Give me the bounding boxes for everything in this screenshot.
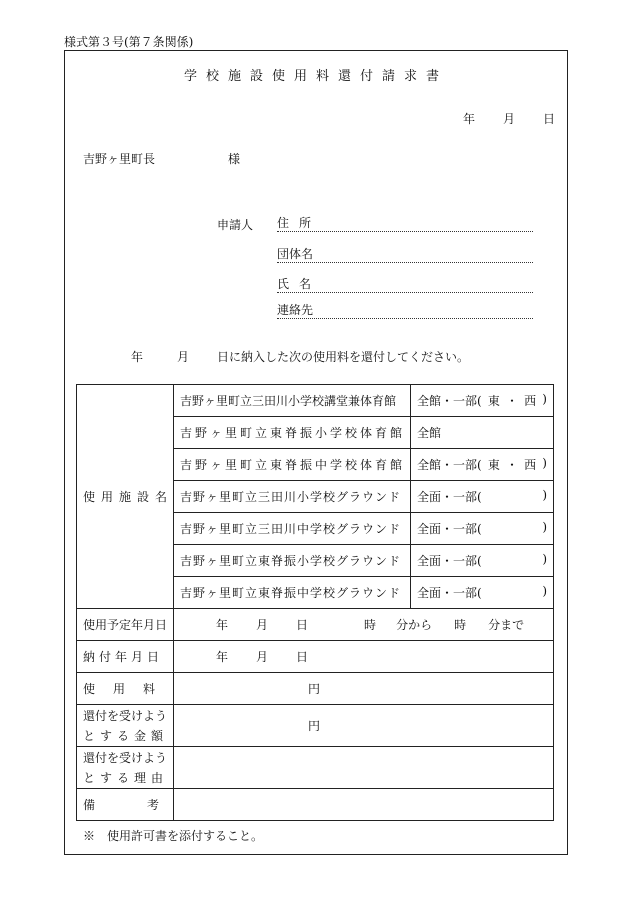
- option-close: ): [542, 488, 547, 502]
- contact-label: 連絡先: [277, 303, 314, 317]
- remarks-label: 備考: [83, 798, 212, 812]
- remarks-label-cell: [77, 789, 212, 821]
- payment-label: 納付年月日: [83, 650, 164, 664]
- schedule-hour2: 時: [454, 618, 467, 632]
- option-dot: ・: [505, 394, 518, 408]
- facility-row: [77, 385, 554, 417]
- refund-amount-label-line1: 還付を受けよう: [83, 708, 168, 723]
- facility-option: 全面・一部(: [417, 490, 482, 504]
- schedule-to: 分まで: [488, 618, 525, 632]
- fee-unit: 円: [308, 682, 321, 696]
- option-west: 西: [524, 458, 537, 472]
- payment-day: 日: [296, 650, 309, 664]
- facility-label-cell: [77, 385, 174, 609]
- option-close: ): [542, 456, 547, 470]
- facility-label: 使用施設名: [83, 490, 174, 504]
- option-east: 東: [487, 458, 500, 472]
- refund-details-table: [76, 384, 554, 821]
- schedule-year: 年: [216, 618, 229, 632]
- option-dot: ・: [505, 458, 518, 472]
- refund-amount-label-cell: [77, 705, 174, 747]
- schedule-label: 使用予定年月日: [77, 609, 174, 641]
- applicant-name-field[interactable]: [277, 277, 533, 293]
- facility-option-cell[interactable]: [411, 513, 554, 545]
- facility-option: 全面・一部(: [417, 586, 482, 600]
- refund-amount-unit: 円: [308, 719, 321, 733]
- option-close: ): [542, 584, 547, 598]
- facility-option-cell[interactable]: [411, 481, 554, 513]
- request-date: [463, 110, 555, 127]
- facility-option: 全館・一部(: [417, 394, 482, 408]
- applicant-group-field[interactable]: [277, 247, 533, 263]
- refund-reason-label-line1: 還付を受けよう: [83, 750, 168, 765]
- schedule-row: [77, 609, 554, 641]
- statement-year: 年: [131, 350, 144, 364]
- schedule-value-cell[interactable]: [174, 609, 554, 641]
- date-day-label: 日: [543, 112, 556, 126]
- facility-name: 吉野ヶ里町立三田川小学校講堂兼体育館: [174, 385, 411, 417]
- statement-month: 月: [177, 350, 190, 364]
- refund-amount-value-cell[interactable]: [174, 705, 554, 747]
- applicant-address-field[interactable]: [277, 216, 533, 232]
- facility-name: 吉野ヶ里町立東脊振中学校グラウンド: [174, 577, 411, 609]
- date-year-label: 年: [463, 112, 476, 126]
- applicant-contact-field[interactable]: [277, 303, 533, 319]
- facility-name: 吉野ヶ里町立三田川小学校グラウンド: [174, 481, 411, 513]
- facility-option: 全館・一部(: [417, 458, 482, 472]
- form-frame: [64, 50, 568, 855]
- payment-row: [77, 641, 554, 673]
- document-title: 学校施設使用料還付請求書: [183, 69, 448, 84]
- option-close: ): [542, 552, 547, 566]
- facility-name: 吉野ヶ里町立東脊振小学校グラウンド: [174, 545, 411, 577]
- option-close: ): [542, 520, 547, 534]
- payment-year: 年: [216, 650, 229, 664]
- remarks-row: [77, 789, 554, 821]
- schedule-day: 日: [296, 618, 309, 632]
- name-label: 氏名: [277, 277, 322, 291]
- applicant-label: 申請人: [217, 218, 254, 232]
- option-east: 東: [487, 394, 500, 408]
- facility-name: 吉野ヶ里町立東脊振小学校体育館: [174, 417, 411, 449]
- statement-rest: 日に納入した次の使用料を還付してください。: [217, 350, 470, 364]
- attachment-note: ※ 使用許可書を添付すること。: [83, 829, 264, 843]
- remarks-value-cell[interactable]: [174, 789, 554, 821]
- facility-option-cell[interactable]: [411, 545, 554, 577]
- payment-month: 月: [256, 650, 269, 664]
- group-label: 団体名: [277, 247, 314, 261]
- addressee-suffix: 様: [228, 152, 241, 166]
- refund-amount-label-line2: とする金額: [83, 728, 169, 743]
- facility-name: 吉野ヶ里町立東脊振中学校体育館: [174, 449, 411, 481]
- schedule-month: 月: [256, 618, 269, 632]
- schedule-from: 分から: [396, 618, 433, 632]
- form-number-label: 様式第３号(第７条関係): [64, 35, 194, 49]
- date-month-label: 月: [503, 112, 516, 126]
- refund-reason-row: [77, 747, 554, 789]
- refund-amount-row: [77, 705, 554, 747]
- refund-statement: [131, 348, 469, 365]
- fee-value-cell[interactable]: [174, 673, 554, 705]
- payment-label-cell: [77, 641, 174, 673]
- option-west: 西: [524, 394, 537, 408]
- facility-option-cell[interactable]: [411, 449, 554, 481]
- facility-option-cell[interactable]: [411, 417, 554, 449]
- option-close: ): [542, 392, 547, 406]
- refund-reason-label-line2: とする理由: [83, 770, 169, 785]
- facility-option: 全面・一部(: [417, 522, 482, 536]
- fee-label: 使用料: [83, 682, 174, 696]
- address-label: 住所: [277, 216, 322, 230]
- facility-option: 全面・一部(: [417, 554, 482, 568]
- payment-value-cell[interactable]: [174, 641, 554, 673]
- fee-row: [77, 673, 554, 705]
- refund-reason-value-cell[interactable]: [174, 747, 554, 789]
- facility-name: 吉野ヶ里町立三田川中学校グラウンド: [174, 513, 411, 545]
- facility-option-cell[interactable]: [411, 385, 554, 417]
- facility-option: 全館: [417, 426, 442, 440]
- facility-option-cell[interactable]: [411, 577, 554, 609]
- schedule-hour1: 時: [364, 618, 377, 632]
- addressee: 吉野ヶ里町長: [83, 152, 156, 166]
- fee-label-cell: [77, 673, 174, 705]
- refund-reason-label-cell: [77, 747, 174, 789]
